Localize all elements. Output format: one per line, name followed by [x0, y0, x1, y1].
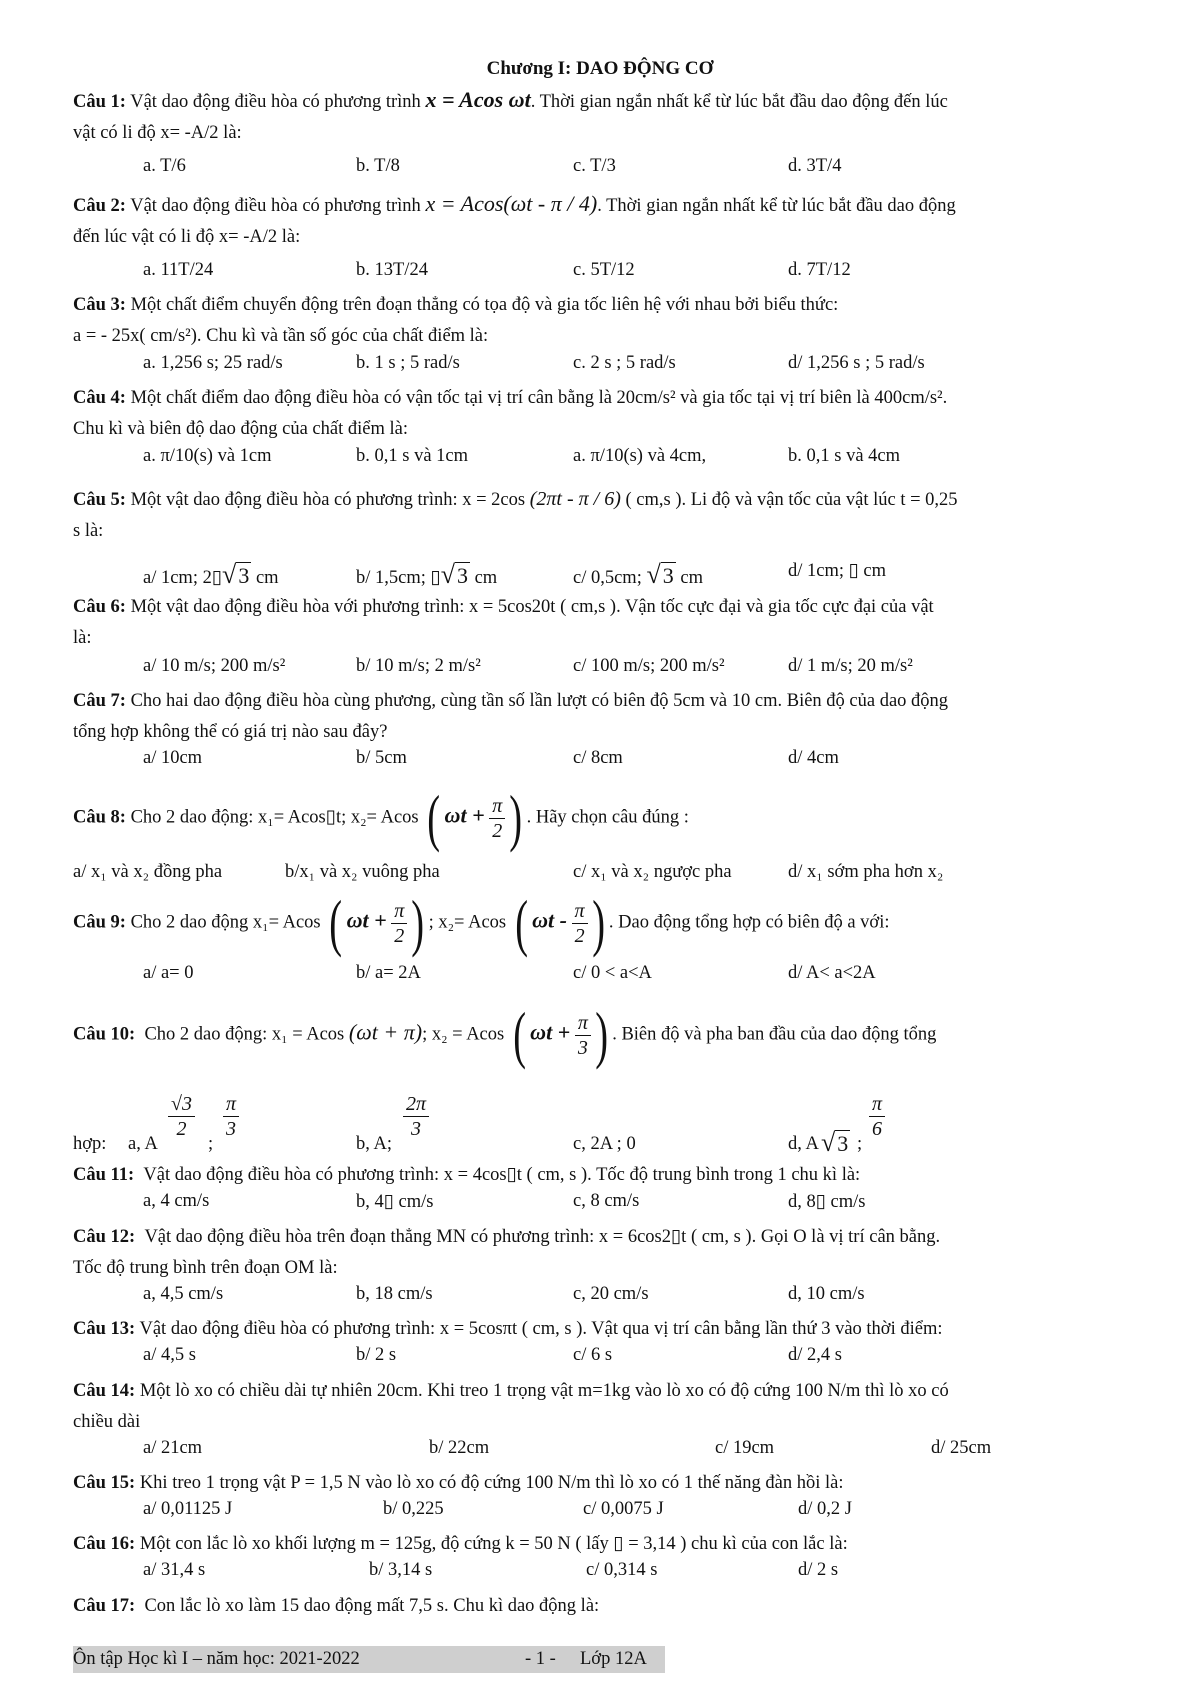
options-row [143, 1284, 1143, 1315]
options-row: hợp: a, A $\frac{√3}{2}$ ; $\frac{\pi}{3}$ b, A; $\frac{2\pi}{3}$ c, 2A ; 0 d, A √3 ; $\frac{\pi}{6}$ [73, 1092, 1073, 1162]
question-text: ( cm,s ). Li độ và vận tốc của vật lúc t = 0,25 [625, 490, 958, 510]
option: a/ x₁ và x₂ đồng pha [73, 862, 223, 882]
option: a. π/10(s) và 1cm [143, 446, 272, 466]
sqrt-symbol: √3 [222, 560, 250, 589]
question-label: Câu 7: [73, 691, 126, 711]
option: b, 4▯ cm/s [356, 1192, 434, 1212]
question-text: chiều dài [73, 1412, 141, 1432]
question-text: Vật dao động điều hòa có phương trình: x = 5cosπt ( cm, s ). Vật qua vị trí cân bằng lần thứ 3 vào thời điểm: [139, 1319, 943, 1339]
options-row [143, 748, 1143, 779]
option: a. T/6 [143, 156, 186, 176]
question-label: Câu 6: [73, 597, 126, 617]
formula: ωt + [346, 907, 387, 933]
question-text: Một lò xo có chiều dài tự nhiên 20cm. Khi treo 1 trọng vật m=1kg vào lò xo có độ cứng 100 N/m thì lò xo có [139, 1381, 949, 1401]
question-2 [73, 188, 1153, 253]
option: d, 10 cm/s [788, 1284, 865, 1304]
question-text: . Biên độ và pha ban đầu của dao động tổng [612, 1024, 937, 1045]
question-text: Khi treo 1 trọng vật P = 1,5 N vào lò xo có độ cứng 100 N/m thì lò xo có 1 thế năng đàn hồi là: [139, 1473, 844, 1493]
question-text: Vật dao động điều hòa có phương trình: x = 4cos▯t ( cm, s ). Tốc độ trung bình trong 1 chu kì là: [143, 1165, 861, 1185]
fraction: $\frac{2\pi}{3}$ [403, 1092, 429, 1141]
option: d, A [788, 1134, 819, 1154]
formula: ωt + [444, 802, 485, 828]
option: a/ 0,01125 J [143, 1499, 233, 1519]
question-17 [73, 1591, 1153, 1622]
option: d/ 1cm; ▯ cm [788, 561, 887, 581]
question-15 [73, 1468, 1153, 1499]
sqrt-symbol: √3 [440, 560, 468, 589]
question-text: Cho 2 dao động x₁= Acos [130, 912, 321, 933]
option: c/ 0,314 s [586, 1560, 658, 1580]
question-label: Câu 13: [73, 1319, 136, 1339]
question-label: Câu 11: [73, 1165, 135, 1185]
option: b/x₁ và x₂ vuông pha [285, 862, 440, 882]
question-text: Vật dao động điều hòa có phương trình [130, 196, 421, 216]
question-1 [73, 84, 1153, 149]
formula: (2πt - π / 6) [529, 488, 621, 510]
option: a/ 10cm [143, 748, 203, 768]
question-text: tổng hợp không thể có giá trị nào sau đây? [73, 722, 388, 742]
question-label: Câu 2: [73, 196, 126, 216]
sqrt-symbol: √3 [646, 560, 674, 589]
question-label: Câu 17: [73, 1596, 136, 1616]
option: d/ 1 m/s; 20 m/s² [788, 656, 913, 676]
options-row [143, 656, 1143, 687]
question-label: Câu 10: [73, 1024, 136, 1045]
formula: (ωt + π) [348, 1019, 423, 1045]
question-text: Một con lắc lò xo khối lượng m = 125g, độ cứng k = 50 N ( lấy ▯ = 3,14 ) chu kì của con lắc là: [139, 1534, 848, 1554]
question-text: Vật dao động điều hòa trên đoạn thẳng MN có phương trình: x = 6cos2▯t ( cm, s ). Gọi O là vị trí cân bằng. [144, 1227, 941, 1247]
options-row [143, 1560, 1143, 1591]
fraction: $\frac{\pi}{2}$ [391, 899, 407, 948]
question-3 [73, 290, 1153, 352]
options-row [143, 1499, 1143, 1530]
option: c/ 0,0075 J [583, 1499, 664, 1519]
option: d/ 1,256 s ; 5 rad/s [788, 353, 925, 373]
option: d. 3T/4 [788, 156, 842, 176]
option: b. T/8 [356, 156, 400, 176]
options-row [143, 353, 1143, 384]
option: a. 1,256 s; 25 rad/s [143, 353, 283, 373]
question-text: s là: [73, 521, 104, 541]
footer-class: Lớp 12A [580, 1649, 647, 1669]
option: d. 7T/12 [788, 260, 851, 280]
option: c. T/3 [573, 156, 616, 176]
option: c, 2A ; 0 [573, 1134, 636, 1154]
option: b/ 5cm [356, 748, 407, 768]
fraction: $\frac{\pi}{3}$ [575, 1011, 591, 1060]
formula: ωt - [532, 907, 567, 933]
option: a/ 31,4 s [143, 1560, 206, 1580]
option: b/ 2 s [356, 1345, 397, 1365]
question-text: vật có li độ x= -A/2 là: [73, 123, 242, 143]
chapter-title: Chương I: DAO ĐỘNG CƠ [486, 58, 714, 79]
option: d, 8▯ cm/s [788, 1192, 866, 1212]
page-footer [73, 1646, 665, 1673]
formula: x = Acos(ωt - π / 4) [425, 191, 598, 216]
option: a. 11T/24 [143, 260, 214, 280]
page-number: - 1 - [525, 1649, 556, 1669]
question-text: Một chất điểm chuyển động trên đoạn thẳng có tọa độ và gia tốc liên hệ với nhau bởi biểu thức: [130, 295, 839, 315]
question-text: . Thời gian ngắn nhất kể từ lúc bắt đầu dao động [597, 196, 956, 216]
question-text: hợp: [73, 1134, 107, 1154]
question-text: a = - 25x( cm/s²). Chu kì và tần số góc của chất điểm là: [73, 326, 489, 346]
option: a, 4,5 cm/s [143, 1284, 224, 1304]
fraction: $\frac{\pi}{6}$ [869, 1092, 885, 1141]
question-text: Một vật dao động điều hòa có phương trình: x = 2cos [130, 490, 526, 510]
question-text: . Hãy chọn câu đúng : [526, 807, 689, 828]
option: a/ 4,5 s [143, 1345, 196, 1365]
options-row [143, 446, 1143, 477]
options-row [143, 963, 1143, 994]
option: a/ 1cm; 2▯√3 cm [143, 560, 279, 589]
fraction: $\frac{\pi}{2}$ [489, 794, 505, 843]
option: b. 1 s ; 5 rad/s [356, 353, 460, 373]
option: b. 0,1 s và 4cm [788, 446, 901, 466]
question-text: . Dao động tổng hợp có biên độ a với: [608, 912, 890, 933]
question-6 [73, 592, 1153, 654]
question-label: Câu 12: [73, 1227, 136, 1247]
formula: ωt + [530, 1019, 571, 1045]
question-11 [73, 1160, 1153, 1191]
options-row [143, 1191, 1143, 1222]
question-text: Một vật dao động điều hòa với phương trình: x = 5cos20t ( cm,s ). Vận tốc cực đại và gia tốc cực đại của vật [130, 597, 934, 617]
option: b/ 3,14 s [369, 1560, 433, 1580]
question-8: Câu 8: Cho 2 dao động: x₁= Acos▯t; x₂= Acos ( ωt + $\frac{\pi}{2}$ ) . Hãy chọn câu đúng : [73, 782, 689, 853]
question-text: Con lắc lò xo làm 15 dao động mất 7,5 s. Chu kì dao động là: [144, 1596, 600, 1616]
question-text: Tốc độ trung bình trên đoạn OM là: [73, 1258, 338, 1278]
question-13 [73, 1314, 1153, 1345]
option: d/ 4cm [788, 748, 839, 768]
question-text: Cho 2 dao động: x₁ = Acos [144, 1024, 345, 1045]
question-text: là: [73, 628, 92, 648]
question-label: Câu 4: [73, 388, 126, 408]
option: c/ 0,5cm; √3 cm [573, 560, 703, 589]
options-row [143, 1438, 1143, 1469]
footer-course: Ôn tập Học kì I – năm học: 2021-2022 [73, 1649, 360, 1669]
question-text: Vật dao động điều hòa có phương trình [130, 92, 421, 112]
question-text: đến lúc vật có li độ x= -A/2 là: [73, 227, 301, 247]
question-text: ; x₂= Acos [428, 912, 507, 933]
question-text: Cho hai dao động điều hòa cùng phương, cùng tần số lần lượt có biên độ 5cm và 10 cm. Biên độ của dao động [130, 691, 949, 711]
question-label: Câu 9: [73, 912, 126, 933]
question-label: Câu 15: [73, 1473, 136, 1493]
sqrt-symbol: √3 [821, 1128, 849, 1157]
option: a/ 21cm [143, 1438, 203, 1458]
option: d/ 0,2 J [798, 1499, 852, 1519]
question-14 [73, 1376, 1153, 1438]
option: c, 8 cm/s [573, 1191, 640, 1211]
question-label: Câu 16: [73, 1534, 136, 1554]
option: c. 5T/12 [573, 260, 635, 280]
option: c/ 6 s [573, 1345, 613, 1365]
question-4 [73, 383, 1153, 445]
option: a/ 10 m/s; 200 m/s² [143, 656, 286, 676]
option: a/ a= 0 [143, 963, 194, 983]
options-row [143, 560, 1143, 591]
question-text: ; x₂ = Acos [422, 1024, 505, 1045]
option: b/ 1,5cm; ▯√3 cm [356, 560, 498, 589]
option: b/ 10 m/s; 2 m/s² [356, 656, 481, 676]
option: b. 0,1 s và 1cm [356, 446, 469, 466]
option: c/ x₁ và x₂ ngược pha [573, 862, 732, 882]
option: c/ 19cm [715, 1438, 775, 1458]
fraction: $\frac{√3}{2}$ [168, 1092, 195, 1141]
question-text: Chu kì và biên độ dao động của chất điểm là: [73, 419, 408, 439]
option: a, 4 cm/s [143, 1191, 210, 1211]
question-9: Câu 9: Cho 2 dao động x₁= Acos ( ωt + $\frac{\pi}{2}$ ) ; x₂= Acos ( ωt - $\frac{\pi}{2}$ ) . Dao động tổng hợp có biên độ a với: [73, 887, 890, 958]
option: c/ 8cm [573, 748, 623, 768]
option: d/ x₁ sớm pha hơn x₂ [788, 862, 944, 882]
fraction: $\frac{\pi}{2}$ [572, 899, 588, 948]
question-10: Câu 10: Cho 2 dao động: x₁ = Acos (ωt + π); x₂ = Acos ( ωt + $\frac{\pi}{3}$ ) . Biên độ và pha ban đầu của dao động tổng [73, 999, 937, 1070]
option: b, A; [356, 1134, 392, 1154]
option: d/ 2,4 s [788, 1345, 842, 1365]
question-5 [73, 484, 1153, 547]
option: c/ 100 m/s; 200 m/s² [573, 656, 725, 676]
option: b/ 22cm [429, 1438, 490, 1458]
option: c, 20 cm/s [573, 1284, 649, 1304]
options-row [143, 260, 1143, 291]
formula: x = Acos ωt [425, 87, 531, 112]
option: b. 13T/24 [356, 260, 428, 280]
option: d/ A< a<2A [788, 963, 876, 983]
question-12 [73, 1222, 1153, 1284]
question-text: . Thời gian ngắn nhất kể từ lúc bắt đầu dao động đến lúc [530, 92, 948, 112]
question-label: Câu 1: [73, 92, 126, 112]
question-label: Câu 3: [73, 295, 126, 315]
question-16 [73, 1529, 1153, 1560]
question-text: Một chất điểm dao động điều hòa có vận tốc tại vị trí cân bằng là 20cm/s² và gia tốc tại vị trí biên là 400cm/s². [130, 388, 948, 408]
option: b/ a= 2A [356, 963, 421, 983]
option: d/ 2 s [798, 1560, 839, 1580]
question-label: Câu 14: [73, 1381, 136, 1401]
question-7 [73, 686, 1153, 748]
option: a. π/10(s) và 4cm, [573, 446, 707, 466]
option: b/ 0,225 [383, 1499, 444, 1519]
option: c. 2 s ; 5 rad/s [573, 353, 676, 373]
question-label: Câu 8: [73, 807, 126, 828]
question-text: Cho 2 dao động: x₁= Acos▯t; x₂= Acos [130, 807, 419, 828]
question-label: Câu 5: [73, 490, 126, 510]
option: a, A [128, 1134, 158, 1154]
options-row [143, 1345, 1143, 1376]
option: d/ 25cm [931, 1438, 992, 1458]
fraction: $\frac{\pi}{3}$ [223, 1092, 239, 1141]
option: c/ 0 < a<A [573, 963, 652, 983]
options-row [143, 156, 1143, 187]
option: b, 18 cm/s [356, 1284, 433, 1304]
